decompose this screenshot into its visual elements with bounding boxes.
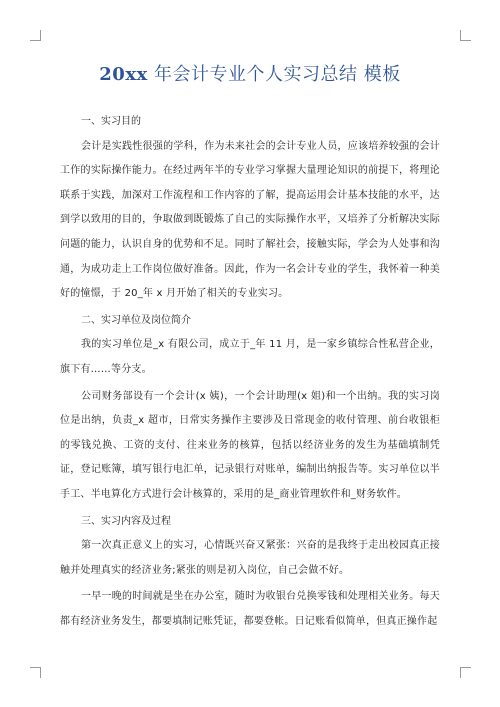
paragraph: 会计是实践性很强的学科，作为未来社会的会计专业人员，应该培养较强的会计工作的实际操作能力。在经过两年半的专业学习掌握大量理论知识的前提下，将理论联系于实践，加深对工作流程和工作内容的了解，提高运用会计基本技能的水平，达到学以致用的目的，争取做到既锻炼了自己的实际操作水平，又培养了分析解决实际问题的能力，认识自身的优势和不足。同时了解社会，接触实际，学会为人处事和沟通，为成功走上工作岗位做好准备。因此，作为一名会计专业的学生，我怀着一种美好的憧憬，于 20_年 x 月开始了相关的专业实习。 — [60, 140, 440, 300]
section-heading-unit: 二、实习单位及岗位简介 — [81, 314, 191, 326]
document-body — [60, 110, 440, 634]
title-lead: 20xx — [99, 64, 148, 85]
crop-mark-top-right — [460, 30, 471, 41]
section-heading-purpose: 一、实习目的 — [81, 116, 141, 127]
paragraph: 第一次真正意义上的实习，心情既兴奋又紧张：兴奋的是我终于走出校园真正接触并处理真实的经济业务;紧张的则是初入岗位，自己会做不好。 — [60, 540, 440, 576]
section-heading-content: 三、实习内容及过程 — [81, 515, 171, 527]
paragraph: 一早一晚的时间就是坐在办公室，随时为收银台兑换零钱和处理相关业务。每天都有经济业务发生，都要填制记账凭证，都要登帐。日记账看似简单，但真正操作起 — [60, 591, 440, 627]
title-rest: 年会计专业个人实习总结 模板 — [147, 64, 401, 85]
crop-mark-top-left — [30, 30, 41, 41]
paragraph: 公司财务部设有一个会计(x 姨)，一个会计助理(x 姐)和一个出纳。我的实习岗位是出纳，负责_x 超市，日常实务操作主要涉及日常现金的收付管理、前台收银柜的零钱兑换、工资的支付、往来业务的核算，包括以经济业务的发生为基础填制凭证，登记账簿，填写银行电汇单，记录银行对账单，编制出纳报告等。实习单位以半手工、半电算化方式进行会计核算的，采用的是_商业管理软件和_财务软件。 — [60, 390, 440, 500]
paragraph: 我的实习单位是_x 有限公司，成立于_年 11 月，是一家乡镇综合性私营企业，旗下有……等分支。 — [60, 339, 440, 375]
crop-mark-bottom-left — [30, 667, 41, 678]
crop-mark-bottom-right — [460, 667, 471, 678]
page-title — [0, 63, 500, 87]
